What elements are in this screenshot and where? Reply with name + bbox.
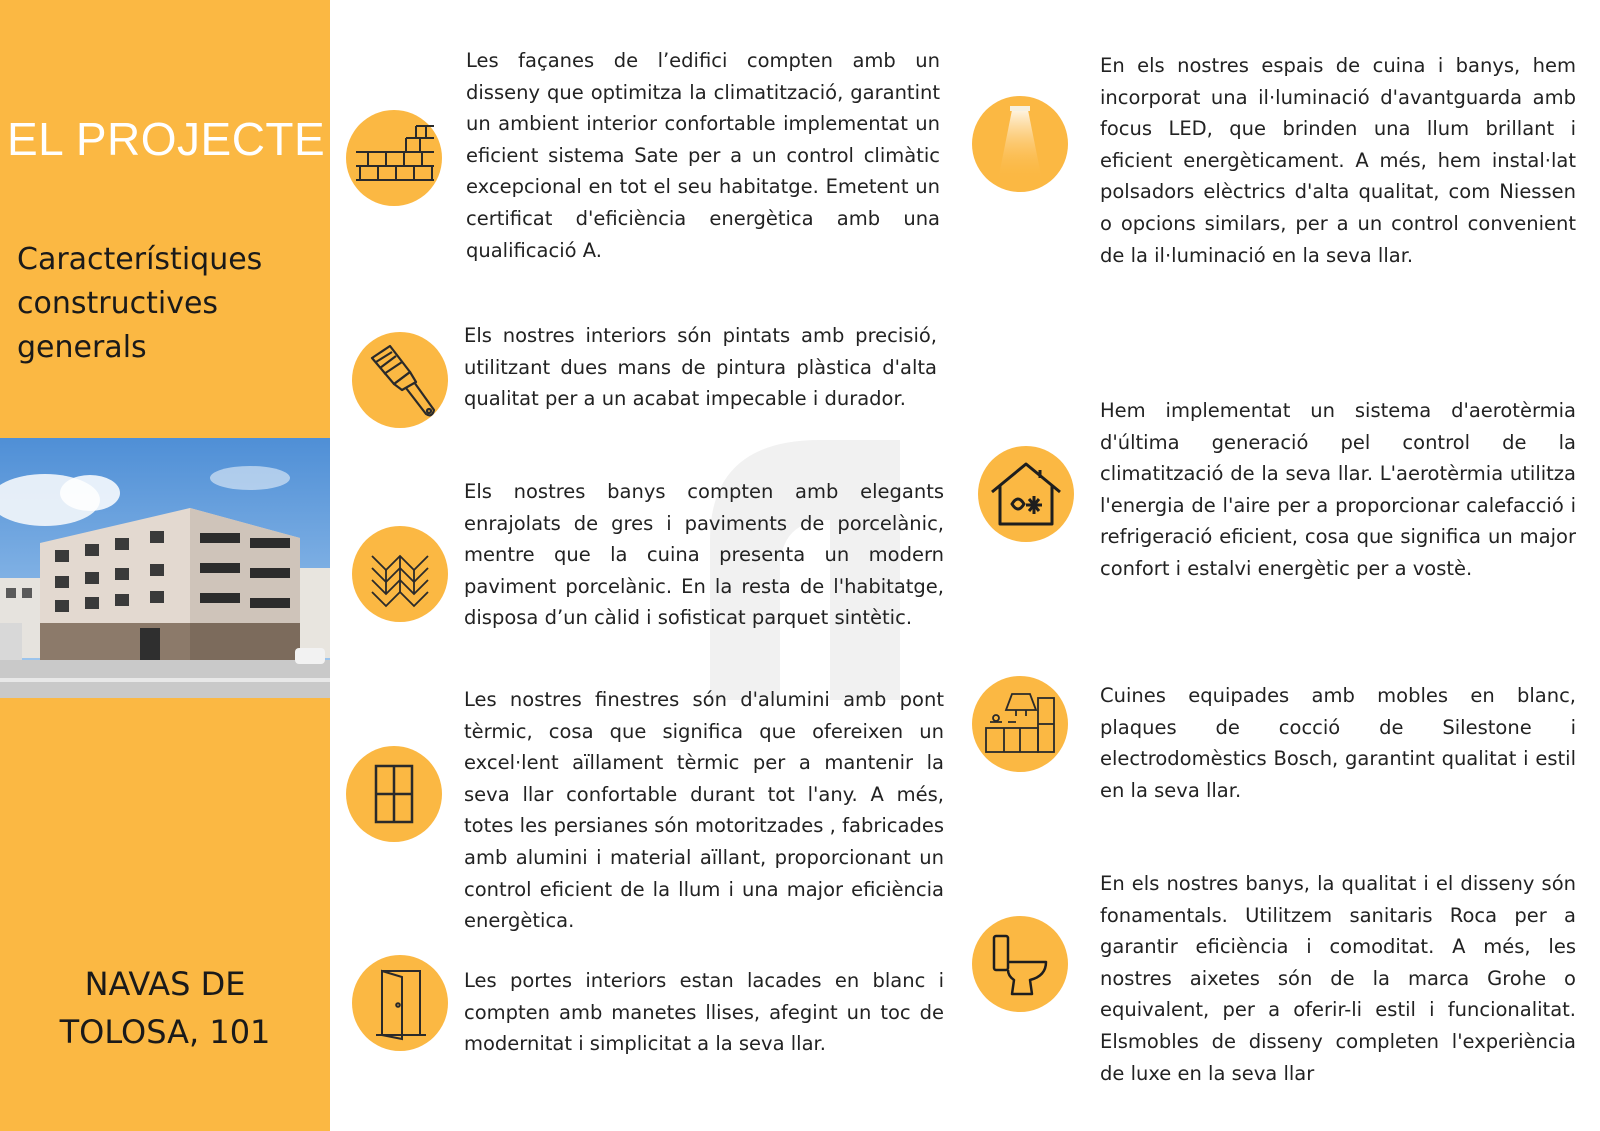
- feature-doors-text: Les portes interiors estan lacades en blanc i compten amb manetes llises, afegint un toc de modernitat i simplicitat a la seva llar.: [464, 969, 944, 1056]
- address-line-2: TOLOSA, 101: [59, 1013, 271, 1051]
- window-icon: [346, 746, 442, 842]
- led-light-icon: [972, 96, 1068, 192]
- feature-aerothermal-text: Hem implementat un sistema d'aerotèrmia d'última generació pel control de la climatització de la seva llar. L'aerotèrmia utilitza l'energia de l'aire per a proporcionar calefacció i refrigeració eficient, cosa que significa un major confort i estalvi energètic per a vostè.: [1100, 399, 1576, 580]
- feature-paint-text: Els nostres interiors són pintats amb precisió, utilitzant dues mans de pintura plàstica d'alta qualitat per a un acabat impecable i durador.: [464, 324, 937, 411]
- house-climate-icon: [978, 446, 1074, 542]
- paint-brush-icon: [352, 332, 448, 428]
- address-line-1: NAVAS DE: [84, 965, 246, 1003]
- page-title: EL PROJECTE: [7, 113, 326, 165]
- feature-facade-text: Les façanes de l’edifici compten amb un disseny que optimitza la climatització, garantint un ambient interior confortable implementat un eficient sistema Sate per a un control climàtic excepcional en tot el seu habitatge. Emetent un certificat d'eficiència energètica amb una qualificació A.: [466, 49, 940, 262]
- herringbone-floor-icon: [352, 526, 448, 622]
- building-illustration: [0, 438, 330, 698]
- feature-flooring-text: Els nostres banys compten amb elegants enrajolats de gres i paviments de porcelànic, mentre que la cuina presenta un modern paviment porcelànic. En la resta de l'habitatge, disposa d’un càlid i sofisticat parquet sintètic.: [464, 480, 944, 630]
- feature-bathroom-text: En els nostres banys, la qualitat i el disseny són fonamentals. Utilitzem sanitaris Roca per a garantir eficiència i comoditat. A més, les nostres aixetes són de la marca Grohe o equivalent, per a oferir-li estil i funcionalitat. Elsmobles de disseny completen l'experiència de luxe en la seva llar: [1100, 872, 1576, 1085]
- feature-kitchen-text: Cuines equipades amb mobles en blanc, plaques de cocció de Silestone i electrodomèstics Bosch, garantint qualitat i estil en la seva llar.: [1100, 684, 1576, 802]
- feature-lighting-text: En els nostres espais de cuina i banys, hem incorporat una il·luminació d'avantguarda amb focus LED, que brinden una llum brillant i eficient energèticament. A més, hem instal·lat polsadors elèctrics d'alta qualitat, com Niessen o opcions similars, per a un control convenient de la il·luminació en la seva llar.: [1100, 54, 1576, 267]
- kitchen-icon: [972, 676, 1068, 772]
- feature-windows-text: Les nostres finestres són d'alumini amb pont tèrmic, cosa que significa que ofereixen un excel·lent aïllament tèrmic per a mantenir la seva llar confortable durant tot l'any. A més, totes les persianes són motoritzades , fabricades amb alumini i material aïllant, proporcionant un control eficient de la llum i una major eficiència energètica.: [464, 688, 944, 933]
- door-icon: [352, 955, 448, 1051]
- address: [0, 960, 330, 1056]
- building-photo: [0, 438, 330, 698]
- brick-wall-icon: [346, 110, 442, 206]
- page-subtitle: Característiques constructives generals: [17, 242, 263, 365]
- toilet-icon: [972, 916, 1068, 1012]
- sidebar: [0, 0, 330, 1131]
